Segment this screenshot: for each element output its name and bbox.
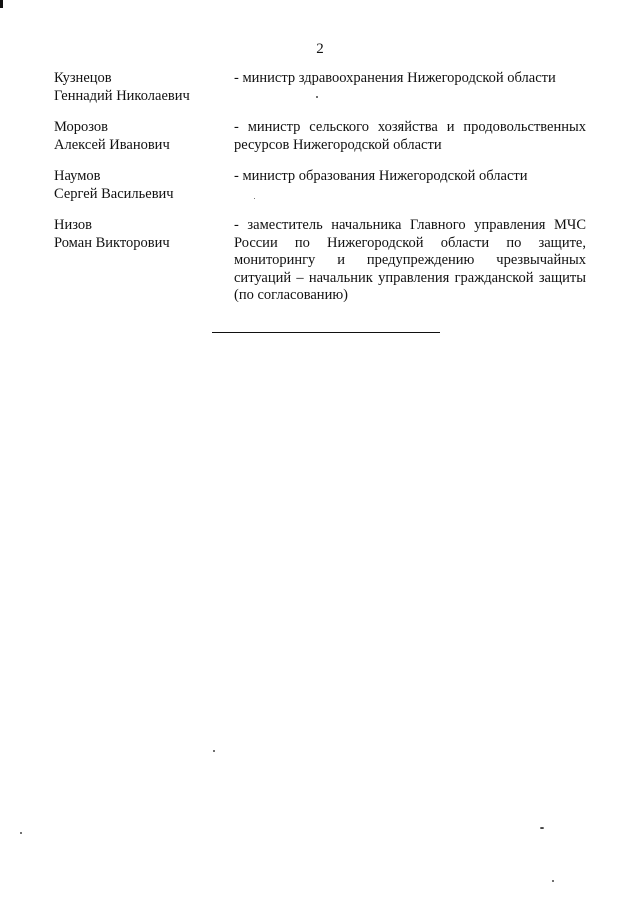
end-divider-line xyxy=(212,332,440,333)
member-surname: Морозов xyxy=(54,119,109,135)
member-role: - заместитель начальника Главного управления МЧС России по Нижегородской области по защите, мониторингу и предупреждению чрезвычайных ситуаций – начальник управления гражданской защиты (по согласованию) xyxy=(234,217,586,303)
member-surname: Низов xyxy=(54,217,92,233)
scan-speck xyxy=(20,832,22,834)
scan-speck xyxy=(316,96,318,98)
member-list xyxy=(54,70,586,319)
member-given-names: Геннадий Николаевич xyxy=(54,87,190,104)
scan-speck xyxy=(254,198,255,199)
member-given-names: Сергей Васильевич xyxy=(54,185,174,202)
member-role: - министр сельского хозяйства и продовольственных ресурсов Нижегородской области xyxy=(234,119,586,153)
member-name xyxy=(54,217,229,305)
member-entry xyxy=(54,217,586,305)
scan-speck xyxy=(540,827,544,829)
member-role: - министр образования Нижегородской области xyxy=(234,168,528,184)
member-given-names: Алексей Иванович xyxy=(54,136,170,153)
member-role: - министр здравоохранения Нижегородской области xyxy=(234,70,556,86)
member-given-names: Роман Викторович xyxy=(54,234,170,251)
member-name xyxy=(54,70,229,105)
member-name xyxy=(54,119,229,154)
member-entry xyxy=(54,119,586,154)
page-number: 2 xyxy=(316,41,324,57)
scan-corner-mark xyxy=(0,0,3,8)
member-surname: Кузнецов xyxy=(54,70,112,86)
scan-speck xyxy=(552,880,554,882)
member-name xyxy=(54,168,229,203)
member-entry xyxy=(54,168,586,203)
member-entry xyxy=(54,70,586,105)
scan-speck xyxy=(213,750,215,752)
member-surname: Наумов xyxy=(54,168,101,184)
